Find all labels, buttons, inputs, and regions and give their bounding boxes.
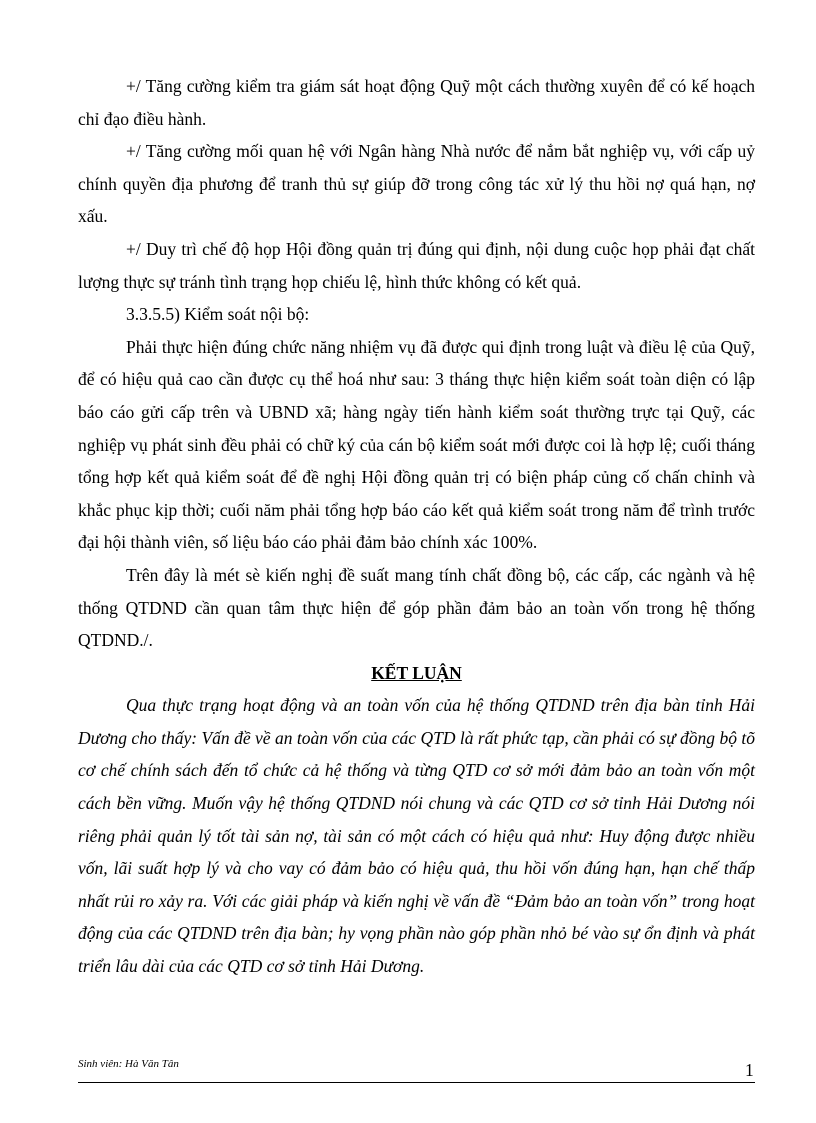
paragraph-supervision: +/ Tăng cường kiểm tra giám sát hoạt động Quỹ một cách thường xuyên để có kế hoạch chỉ đạo điều hành. xyxy=(78,76,755,129)
conclusion-heading: KẾT LUẬN xyxy=(371,662,462,683)
document-body xyxy=(78,70,755,983)
paragraph-internal-control: Phải thực hiện đúng chức năng nhiệm vụ đã được qui định trong luật và điều lệ của Quỹ, để có hiệu quả cao cần được cụ thể hoá như sau: 3 tháng thực hiện kiểm soát toàn diện có lập báo cáo gửi cấp trên và UBND xã; hàng ngày tiến hành kiểm soát thường trực tại Quỹ, các nghiệp vụ phát sinh đều phải có chữ ký của cán bộ kiểm soát mới được coi là hợp lệ; cuối tháng tổng hợp kết quả kiểm soát để đề nghị Hội đồng quản trị có biện pháp củng cố chấn chỉnh và khắc phục kịp thời; cuối năm phải tổng hợp báo cáo kết quả kiểm soát trong năm để trình trước đại hội thành viên, số liệu báo cáo phải đảm bảo chính xác 100%. xyxy=(78,336,755,553)
section-heading-internal-control: 3.3.5.5) Kiểm soát nội bộ: xyxy=(126,304,310,325)
conclusion-paragraph: Qua thực trạng hoạt động và an toàn vốn của hệ thống QTDND trên địa bàn tỉnh Hải Dương cho thấy: Vấn đề về an toàn vốn của các QTD là rất phức tạp, cần phải có sự đồng bộ tõ cơ chế chính sách đến tổ chức cả hệ thống và từng QTD cơ sở mới đảm bảo an toàn vốn một cách bền vững. Muốn vậy hệ thống QTDND nói chung và các QTD cơ sở tỉnh Hải Dương nói riêng phải quản lý tốt tài sản nợ, tài sản có một cách có hiệu quả như: Huy động được nhiều vốn, lãi suất hợp lý và cho vay có đảm bảo có hiệu quả, thu hồi vốn đúng hạn, hạn chế thấp nhất rủi ro xảy ra. Với các giải pháp và kiến nghị về vấn đề “Đảm bảo an toàn vốn” trong hoạt động của các QTDND trên địa bàn; hy vọng phần nào góp phần nhỏ bé vào sự ổn định và phát triển lâu dài của các QTD cơ sở tỉnh Hải Dương. xyxy=(78,695,755,977)
paragraph-recommendations-summary: Trên đây là mét sè kiến nghị đề suất mang tính chất đồng bộ, các cấp, các ngành và hệ thống QTDND cần quan tâm thực hiện để góp phần đảm bảo an toàn vốn trong hệ thống QTDND./. xyxy=(78,564,755,651)
paragraph-relations: +/ Tăng cường mối quan hệ với Ngân hàng Nhà nước để nắm bắt nghiệp vụ, với cấp uỷ chính quyền địa phương để tranh thủ sự giúp đỡ trong công tác xử lý thu hồi nợ quá hạn, nợ xấu. xyxy=(78,141,755,227)
paragraph-board-meetings: +/ Duy trì chế độ họp Hội đồng quản trị đúng qui định, nội dung cuộc họp phải đạt chất lượng thực sự tránh tình trạng họp chiếu lệ, hình thức không có kết quả. xyxy=(78,238,755,292)
page-number: 1 xyxy=(745,1060,754,1080)
footer-student-label: Sinh viên: Hà Văn Tân xyxy=(78,1058,179,1070)
footer-divider xyxy=(78,1082,755,1083)
